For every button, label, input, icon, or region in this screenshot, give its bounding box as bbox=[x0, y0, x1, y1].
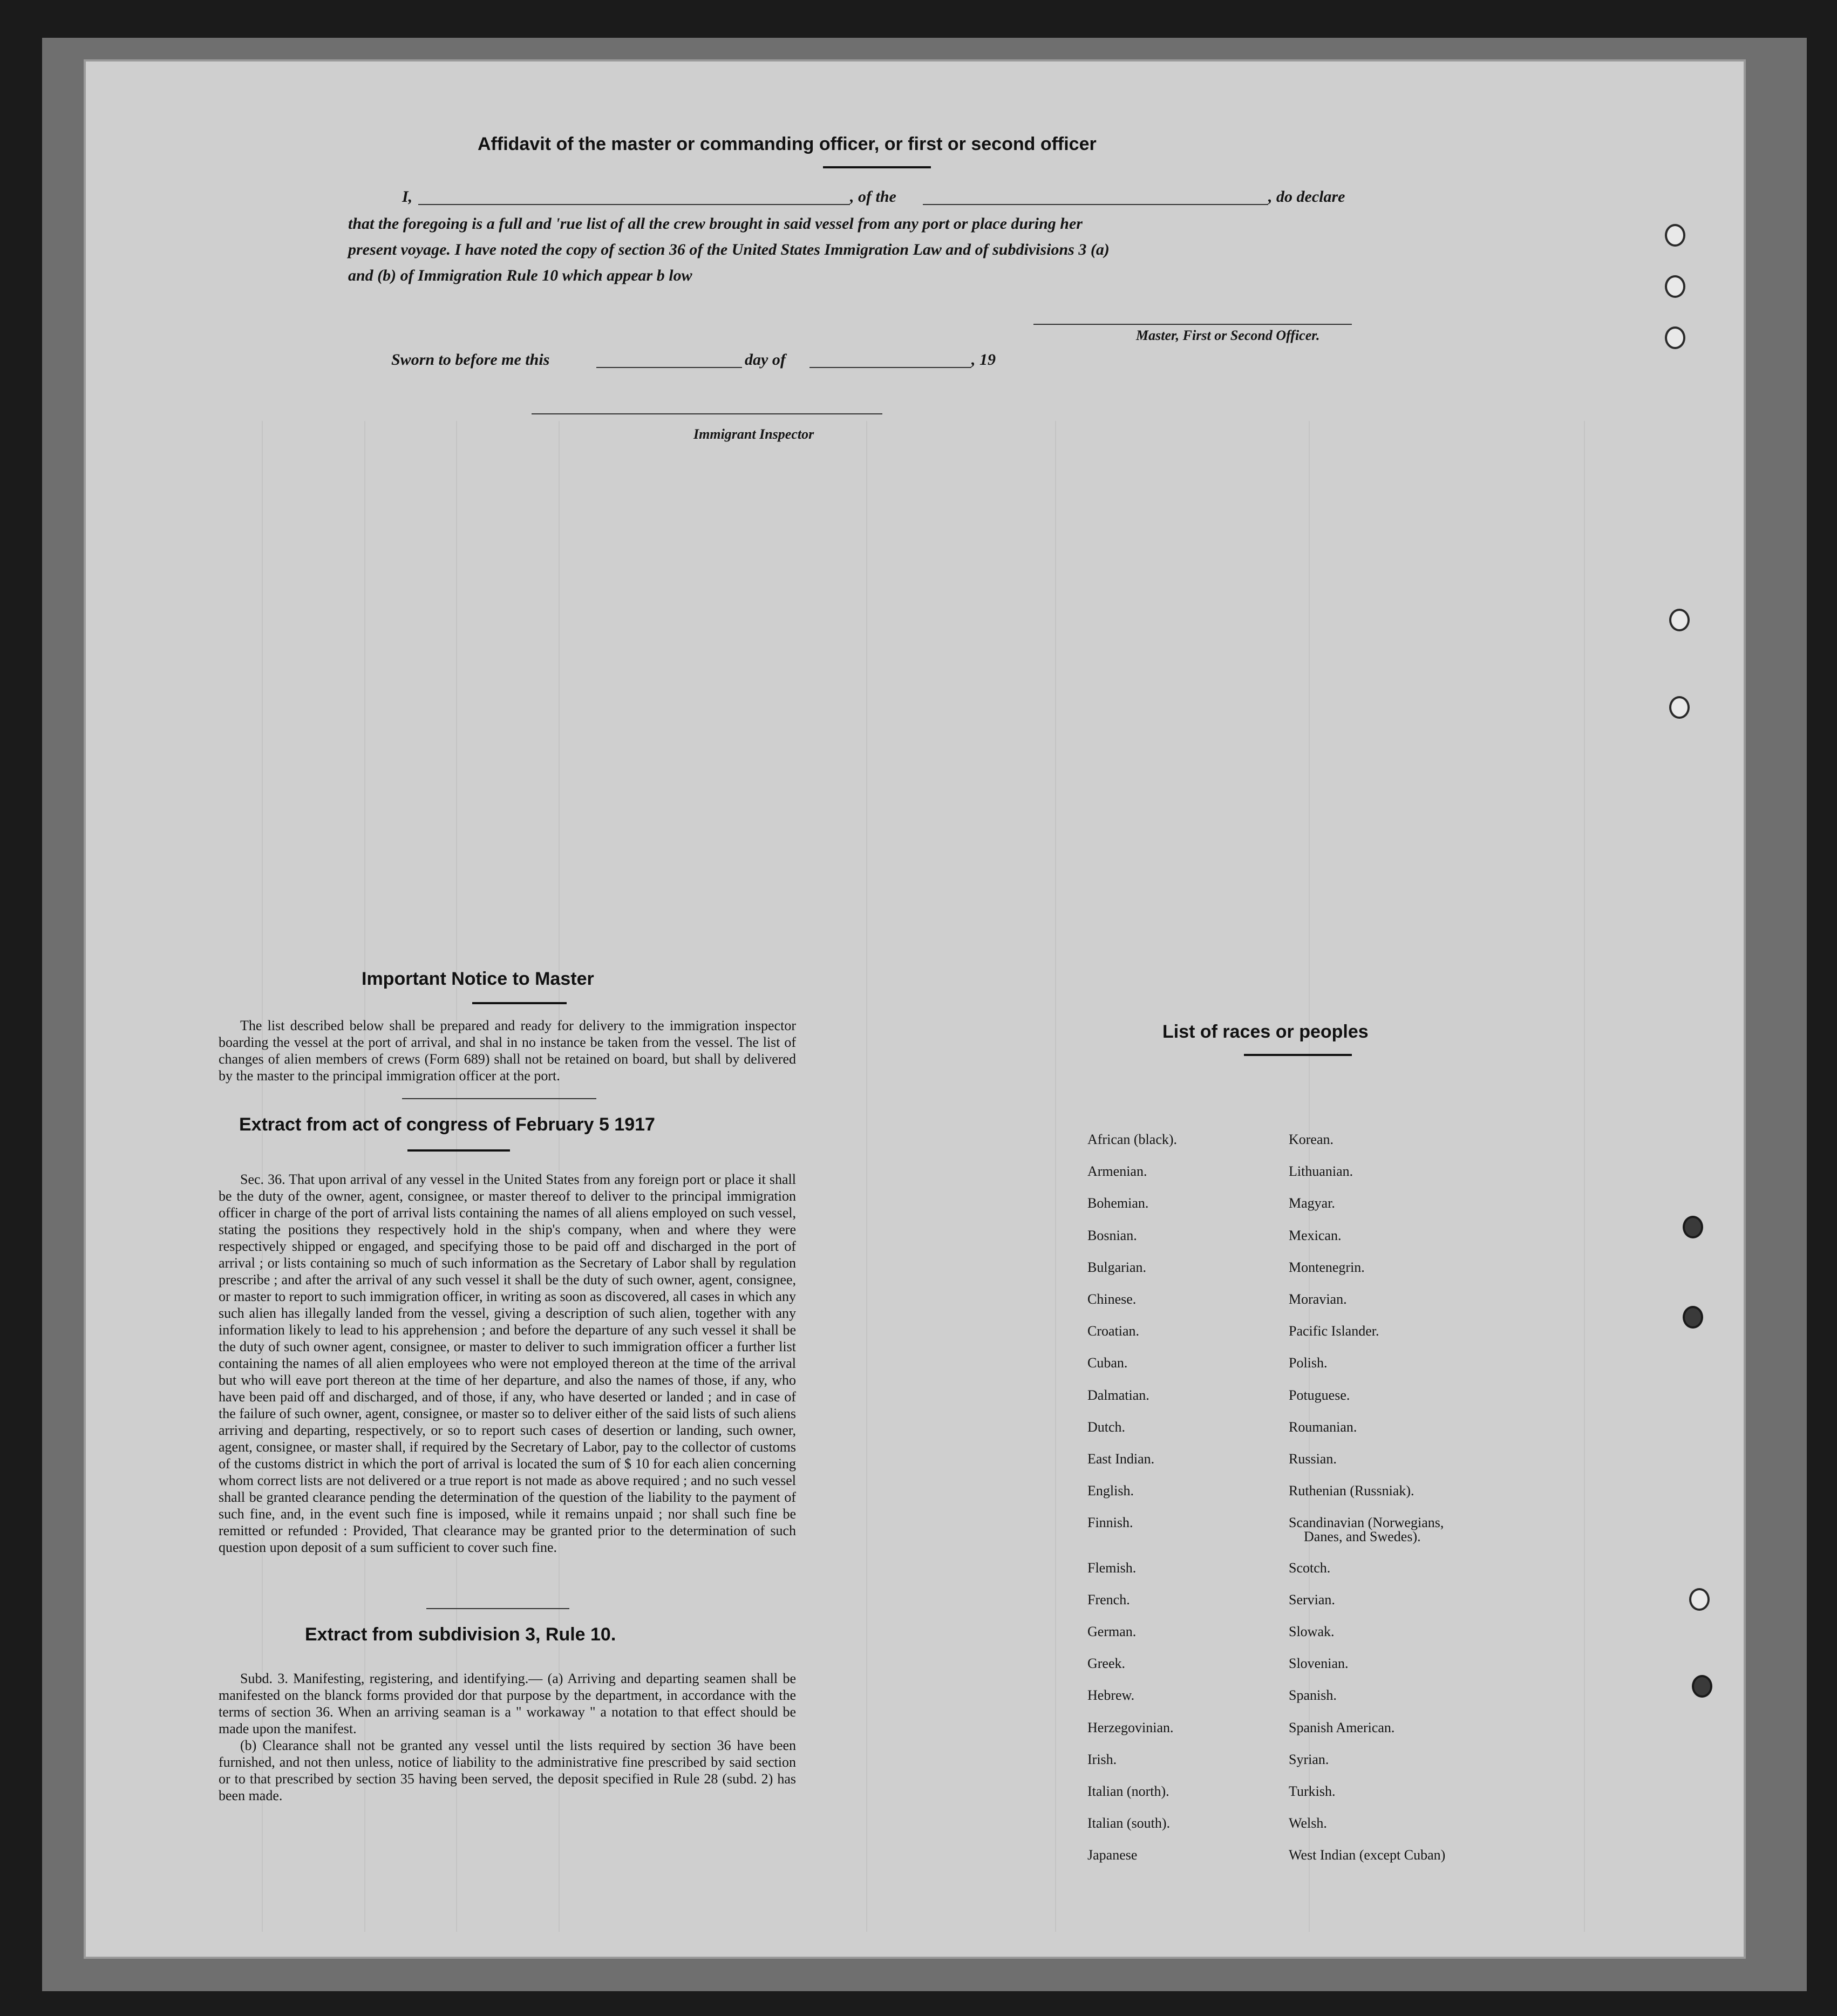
race-item: West Indian (except Cuban) bbox=[1289, 1847, 1446, 1863]
race-item: Mexican. bbox=[1289, 1227, 1342, 1243]
race-item: Bohemian. bbox=[1087, 1195, 1149, 1211]
inspector-label: Immigrant Inspector bbox=[693, 426, 814, 442]
race-item: Potuguese. bbox=[1289, 1387, 1350, 1403]
race-item: Slowak. bbox=[1289, 1624, 1335, 1639]
race-item: Dutch. bbox=[1087, 1419, 1126, 1435]
race-item: Armenian. bbox=[1087, 1163, 1147, 1180]
sworn-year: , 19 bbox=[971, 351, 996, 369]
sworn-day-line[interactable] bbox=[596, 367, 742, 368]
race-item: Pacific Islander. bbox=[1289, 1323, 1379, 1339]
race-item: Korean. bbox=[1289, 1132, 1334, 1147]
vessel-name-line[interactable] bbox=[923, 204, 1268, 205]
race-item: Slovenian. bbox=[1289, 1656, 1349, 1672]
race-item: Turkish. bbox=[1289, 1783, 1336, 1799]
race-item: Roumanian. bbox=[1289, 1419, 1357, 1435]
race-item: Magyar. bbox=[1289, 1195, 1335, 1211]
affidavit-title: Affidavit of the master or commanding officer, or first or second officer bbox=[478, 134, 1097, 154]
bleed-column bbox=[1055, 421, 1056, 1932]
race-item: Dalmatian. bbox=[1087, 1387, 1149, 1403]
affidavit-line-4: and (b) of Immigration Rule 10 which appear b low bbox=[348, 267, 692, 284]
binder-hole bbox=[1669, 609, 1690, 631]
race-item: Finnish. bbox=[1087, 1515, 1133, 1531]
sworn-month-line[interactable] bbox=[809, 367, 971, 368]
section-divider bbox=[402, 1098, 596, 1099]
race-item: Syrian. bbox=[1289, 1751, 1329, 1767]
race-item: Flemish. bbox=[1087, 1559, 1137, 1576]
extract-act-title: Extract from act of congress of February 5 1917 bbox=[239, 1114, 655, 1135]
race-item: Irish. bbox=[1087, 1751, 1117, 1767]
inspector-signature-line[interactable] bbox=[532, 413, 882, 414]
race-item: French. bbox=[1087, 1591, 1130, 1608]
race-item: Chinese. bbox=[1087, 1291, 1137, 1307]
race-item: Moravian. bbox=[1289, 1291, 1347, 1307]
race-item: Croatian. bbox=[1087, 1323, 1140, 1339]
race-item: Polish. bbox=[1289, 1355, 1328, 1371]
races-title: List of races or peoples bbox=[1162, 1021, 1369, 1042]
race-item: Montenegrin. bbox=[1289, 1259, 1365, 1275]
race-item: Welsh. bbox=[1289, 1815, 1327, 1831]
races-title-underline bbox=[1244, 1054, 1352, 1056]
race-item: Cuban. bbox=[1087, 1355, 1128, 1371]
race-item-continuation: Danes, and Swedes). bbox=[1304, 1529, 1421, 1545]
race-item: Japanese bbox=[1087, 1847, 1138, 1863]
affidavit-line-3: present voyage. I have noted the copy of section 36 of the United States Immigration Law and of subdivisions 3 (a) bbox=[348, 241, 1110, 258]
extract-rule-text bbox=[219, 1670, 796, 1804]
binder-hole bbox=[1683, 1306, 1703, 1329]
race-item: German. bbox=[1087, 1624, 1137, 1639]
binder-hole bbox=[1683, 1216, 1703, 1238]
notice-title-underline bbox=[472, 1002, 567, 1004]
binder-hole bbox=[1689, 1588, 1710, 1611]
bleed-column bbox=[1584, 421, 1585, 1932]
race-item: Russian. bbox=[1289, 1451, 1337, 1467]
binder-hole bbox=[1669, 696, 1690, 719]
master-signature-label: Master, First or Second Officer. bbox=[1136, 328, 1320, 343]
race-item: Bulgarian. bbox=[1087, 1259, 1147, 1275]
master-signature-line[interactable] bbox=[1033, 324, 1352, 325]
race-item: Ruthenian (Russniak). bbox=[1289, 1483, 1414, 1499]
race-item: Herzegovinian. bbox=[1087, 1719, 1174, 1735]
race-item: African (black). bbox=[1087, 1132, 1178, 1147]
notice-title: Important Notice to Master bbox=[362, 969, 594, 989]
race-item: Hebrew. bbox=[1087, 1687, 1135, 1704]
binder-hole bbox=[1665, 224, 1685, 247]
binder-hole bbox=[1665, 275, 1685, 298]
affidavit-i-label: I, bbox=[402, 188, 413, 206]
section-divider bbox=[426, 1608, 569, 1609]
race-item: Italian (south). bbox=[1087, 1815, 1171, 1831]
bleed-column bbox=[866, 421, 867, 1932]
race-item: East Indian. bbox=[1087, 1451, 1155, 1467]
race-item: Servian. bbox=[1289, 1591, 1335, 1608]
race-item: Bosnian. bbox=[1087, 1227, 1137, 1243]
document-page bbox=[84, 59, 1746, 1959]
extract-rule-title: Extract from subdivision 3, Rule 10. bbox=[305, 1624, 616, 1645]
binder-hole bbox=[1692, 1675, 1712, 1698]
section-36-paragraph: Sec. 36. That upon arrival of any vessel in the United States from any foreign port or place it shall be the duty of the owner, agent, consignee, or master thereof to deliver to the principal immigration officer in charge of the port of arrival lists containing the names of all aliens employed on such vessel, stating the positions they respectively hold in the ship's company, when and where they were respectively shipped or engaged, and specifying those to be paid off and discharged in the port of arrival ; or lists containing so much of such information as the Secretary of Labor shall by regulation prescribe ; and after the arrival of any such vessel it shall be the duty of such owner, agent, consignee, or master to report to such immigration officer, in writing as soon as discovered, all cases in which any such alien has illegally landed from the vessel, giving a description of such alien, together with any information likely to lead to his apprehension ; and before the departure of any such vessel it shall be the duty of such owner agent, consignee, or master to deliver to such immigration officer a further list containing the names of all alien employees who were not employed thereon at the time of the arrival but who will eave port thereon at the time of her departure, and also the names of those, if any, who have been paid off and discharged, and of those, if any, who have deserted or landed ; and in case of the failure of such owner, agent, consignee, or master so to deliver either of the said lists of such aliens arriving and departing, respectively, or so to report such cases of desertion or landing, such owner, agent, consignee, or master shall, if required by the Secretary of Labor, pay to the collector of customs of the customs district in which the port of arrival is located the sum of $ 10 for each alien concerning whom correct lists are not delivered or a true report is not made as above required ; and no such vessel shall be granted clearance pending the determination of the question of the liability to the payment of such fine, and, in the event such fine is imposed, while it remains unpaid ; nor shall such fine be remitted or refunded : Provided, That clearance may be granted prior to the determination of such question upon deposit of a sum sufficient to cover such fine. bbox=[219, 1172, 796, 1555]
affidavit-title-underline bbox=[823, 166, 931, 168]
affidavit-line-2: that the foregoing is a full and 'rue list of all the crew brought in said vessel from any port or place during her bbox=[348, 215, 1083, 233]
subd-b-paragraph: (b) Clearance shall not be granted any vessel until the lists required by section 36 have been furnished, and not then unless, notice of liability to the administrative fine prescribed by said section or to that prescribed by section 35 having been served, the deposit specified in Rule 28 (subd. 2) has been made. bbox=[219, 1738, 796, 1803]
subd-a-paragraph: Subd. 3. Manifesting, registering, and identifying.— (a) Arriving and departing seamen shall be manifested on the blanck forms provided dor that purpose by the department, in accordance with the terms of section 36. When an arriving seaman is a " workaway " a notation to that effect should be made upon the manifest. bbox=[219, 1671, 796, 1736]
race-item: Italian (north). bbox=[1087, 1783, 1169, 1799]
race-item: Scotch. bbox=[1289, 1559, 1331, 1576]
notice-text bbox=[219, 1017, 796, 1084]
extract-act-text bbox=[219, 1171, 796, 1556]
master-name-line[interactable] bbox=[418, 204, 850, 205]
sworn-prefix: Sworn to before me this bbox=[391, 351, 550, 369]
binder-hole bbox=[1665, 326, 1685, 349]
notice-paragraph: The list described below shall be prepared and ready for delivery to the immigration inspector boarding the vessel at the port of arrival, and shal in no instance be taken from the vessel. The list of changes of alien members of crews (Form 689) shall not be retained on board, but shall by delivered by the master to the principal immigration officer at the port. bbox=[219, 1018, 796, 1084]
affidavit-of-the-label: , of the bbox=[850, 188, 896, 206]
race-item: Greek. bbox=[1087, 1656, 1126, 1672]
race-item: Spanish American. bbox=[1289, 1719, 1395, 1735]
race-item: English. bbox=[1087, 1483, 1134, 1499]
race-item: Lithuanian. bbox=[1289, 1163, 1353, 1180]
race-item: Scandinavian (Norwegians, bbox=[1289, 1515, 1444, 1531]
affidavit-declare-label: , do declare bbox=[1268, 188, 1345, 206]
race-item: Spanish. bbox=[1289, 1687, 1337, 1704]
sworn-day-of: day of bbox=[745, 351, 786, 369]
extract-act-underline bbox=[407, 1149, 510, 1152]
